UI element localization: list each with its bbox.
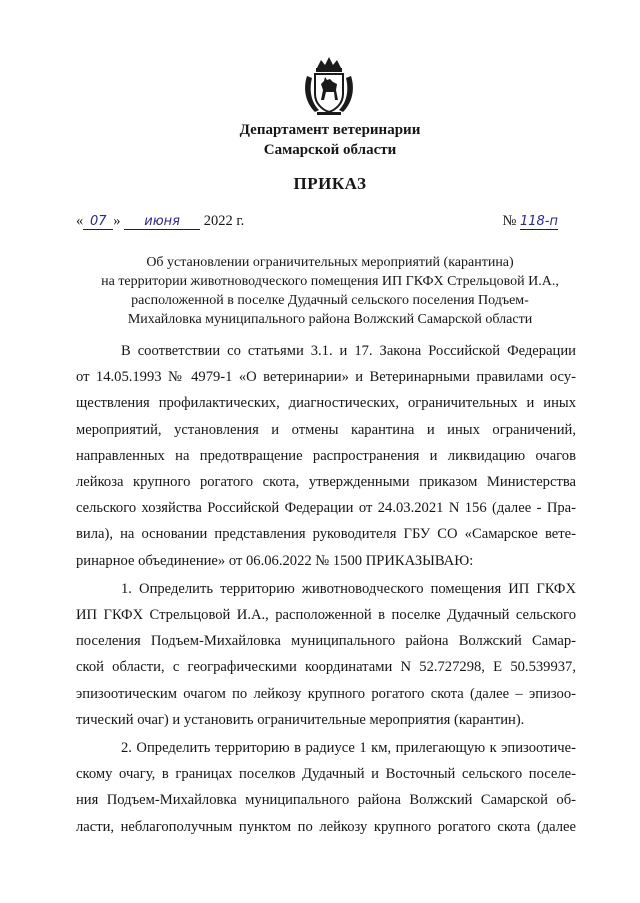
date-month-handwritten: июня	[124, 215, 200, 230]
coat-of-arms-emblem	[297, 54, 361, 118]
order-body	[76, 338, 576, 840]
body-line: ния Подъем-Михайловка муниципального района Волжский Самарской об-	[76, 792, 576, 809]
body-line: скому очагу, в границах поселков Дудачный и Восточный сельского поселе-	[76, 766, 576, 783]
clause-2-paragraph	[76, 735, 576, 840]
body-line: тический очаг) и установить ограничительные мероприятия (карантин).	[76, 711, 525, 728]
clause-1-paragraph	[76, 576, 576, 733]
body-line: сельского хозяйства Российской Федерации от 24.03.2021 N 156 (далее - Пра-	[76, 500, 576, 517]
body-line: ласти, неблагополучным пунктом по лейкозу крупного рогатого скота (далее	[76, 818, 576, 835]
date-year: 2022 г.	[203, 213, 245, 229]
date-open-quote: «	[76, 213, 84, 229]
body-line: вила), на основании представления руководителя ГБУ СО «Самарское вете-	[76, 526, 576, 543]
body-line: ИП ГКФХ Стрельцовой И.А., расположенной в поселке Дудачный сельского	[76, 607, 576, 624]
order-subject	[70, 253, 590, 329]
department-line-2: Самарской области	[263, 142, 397, 158]
body-line: ществления профилактических, диагностических, ограничительных и иных	[76, 395, 576, 412]
body-line: эпизоотическим очагом по лейкозу крупного рогатого скота (далее – эпизоо-	[76, 685, 576, 702]
body-line: ской области, с географическими координатами N 52.727298, E 50.539937,	[76, 659, 576, 676]
number-handwritten: 118-п	[519, 214, 558, 229]
body-line: лейкоза крупного рогатого скота, утвержденными приказом Министерства	[76, 474, 576, 491]
order-number	[503, 213, 558, 230]
order-date	[76, 213, 244, 230]
date-day-handwritten: 07	[83, 215, 113, 230]
body-line: от 14.05.1993 № 4979-1 «О ветеринарии» и Ветеринарными правилами осу-	[76, 369, 576, 386]
subject-line: Михайловка муниципального района Волжский Самарской области	[127, 312, 533, 327]
body-line: мероприятий, установления и отмены карантина и иных ограничений,	[76, 421, 576, 438]
body-line: 2. Определить территорию в радиусе 1 км, прилегающую к эпизоотиче-	[121, 740, 576, 757]
date-close-quote: »	[113, 213, 121, 229]
preamble-paragraph	[76, 338, 576, 574]
body-line: 1. Определить территорию животноводческого помещения ИП ГКФХ	[121, 580, 576, 597]
subject-line: на территории животноводческого помещения ИП ГКФХ Стрельцовой И.А.,	[101, 274, 559, 289]
document-type-title: ПРИКАЗ	[293, 174, 367, 193]
department-line-1: Департамент ветеринарии	[239, 122, 421, 138]
body-line: ринарное объединение» от 06.06.2022 № 1500 ПРИКАЗЫВАЮ:	[76, 552, 474, 569]
subject-line: расположенной в поселке Дудачный сельского поселения Подъем-	[131, 293, 529, 308]
body-line: направленных на предотвращение распространения и ликвидацию очагов	[76, 447, 576, 464]
body-line: В соответствии со статьями 3.1. и 17. Закона Российской Федерации	[121, 343, 576, 359]
subject-line: Об установлении ограничительных мероприятий (карантина)	[146, 255, 514, 270]
body-line: поселения Подъем-Михайловка муниципального района Волжский Самар-	[76, 633, 576, 650]
department-name	[120, 120, 540, 160]
number-prefix: №	[502, 213, 517, 229]
